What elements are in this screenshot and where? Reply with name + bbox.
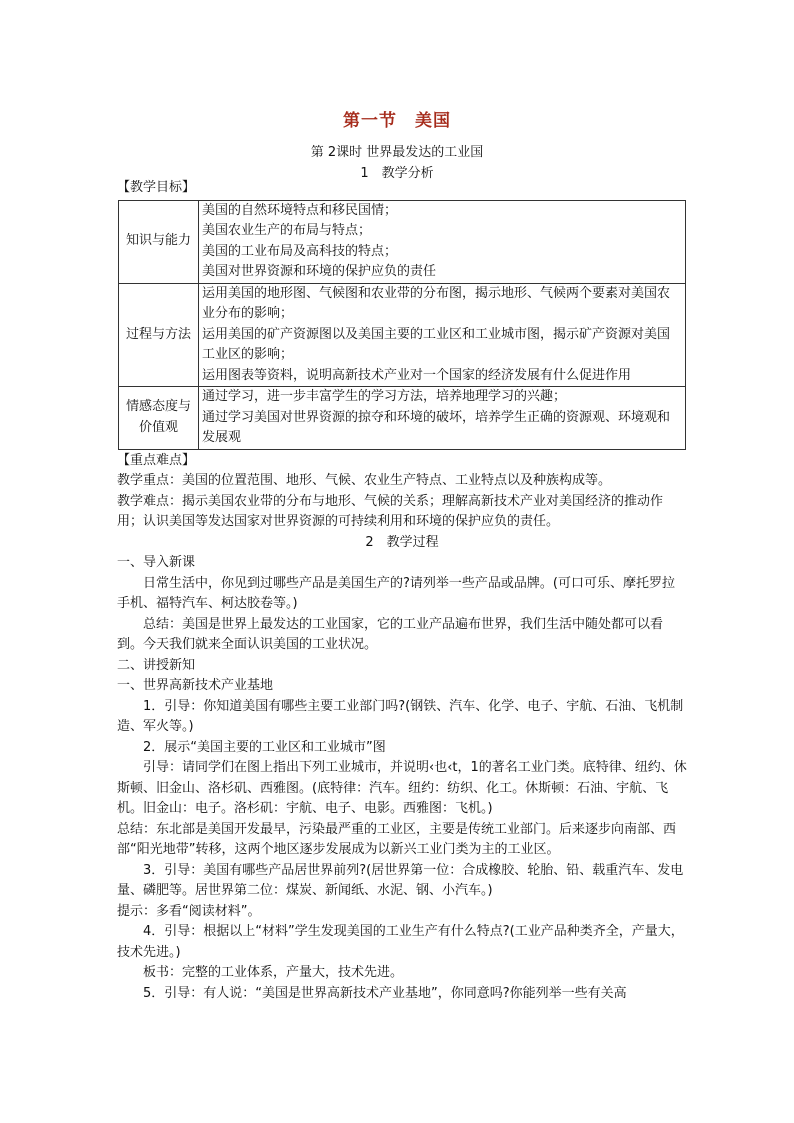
part-heading-new: 二、讲授新知 <box>117 657 196 673</box>
goals-item: 运用美国的矿产资源图以及美国主要的工业区和工业城市图，揭示矿产资源对美国工业区的影响； <box>202 326 671 362</box>
document-body <box>117 178 687 1004</box>
paragraph: 1．引导：你知道美国有哪些主要工业部门吗?(钢铁、汽车、化学、电子、宇航、石油、飞机制造、军火等。) <box>117 698 684 734</box>
key-focus: 教学重点：美国的位置范围、地形、气候、农业生产特点、工业特点以及种族构成等。 <box>117 473 612 488</box>
paragraph: 板书：完整的工业体系，产量大，技术先进。 <box>143 965 404 980</box>
part-heading-intro: 一、导入新课 <box>117 555 196 570</box>
paragraph: 引导：请同学们在图上指出下列工业城市，并说明‹也‹t，1的著名工业门类。底特律、纽约、休斯顿、旧金山、洛杉矶、西雅图。(底特律：汽车。纽约：纺织、化工。休斯顿：石油、宇航、飞机。旧金山：电子。洛杉矶：宇航、电子、电影。西雅图：飞机。) <box>117 760 687 816</box>
goals-row-label: 知识与能力 <box>119 200 199 283</box>
goals-table <box>118 200 686 450</box>
goals-item: 美国农业生产的布局与特点； <box>202 223 372 238</box>
goals-row-content <box>199 283 686 387</box>
goals-item: 美国对世界资源和环境的保护应负的责任 <box>202 264 437 279</box>
goals-item: 通过学习美国对世界资源的掠夺和环境的破坏，培养学生正确的资源观、环境观和发展观 <box>202 409 671 445</box>
goals-heading: 【教学目标】 <box>117 180 196 195</box>
paragraph: 日常生活中，你见到过哪些产品是美国生产的?请列举一些产品或品牌。(可口可乐、摩托罗拉手机、福特汽车、柯达胶卷等。) <box>117 575 675 611</box>
key-heading: 【重点难点】 <box>117 452 196 468</box>
goals-item: 通过学习，进一步丰富学生的学习方法，培养地理学习的兴趣； <box>202 389 567 404</box>
subsection-heading: 一、世界高新技术产业基地 <box>117 678 274 693</box>
goals-item: 美国的自然环境特点和移民国情； <box>202 202 398 218</box>
goals-item: 美国的工业布局及高科技的特点； <box>202 243 398 259</box>
paragraph: 4．引导：根据以上“材料”学生发现美国的工业生产有什么特点?(工业产品种类齐全，产量大，技术先进。) <box>117 924 684 960</box>
lesson-subtitle: 第 2课时 世界最发达的工业国 <box>310 145 484 160</box>
goals-row <box>119 283 686 387</box>
goals-row-content <box>199 200 686 283</box>
goals-row-content <box>199 387 686 450</box>
paragraph: 3．引导：美国有哪些产品居世界前列?(居世界第一位：合成橡胶、轮胎、铅、载重汽车、发电量、磷肥等。居世界第二位：煤炭、新闻纸、水泥、钢、小汽车。) <box>117 862 684 898</box>
paragraph: 总结：美国是世界上最发达的工业国家，它的工业产品遍布世界，我们生活中随处都可以看到。今天我们就来全面认识美国的工业状况。 <box>117 616 664 652</box>
goals-row-label: 情感态度与价值观 <box>119 387 199 450</box>
section-heading-process: 2 教学过程 <box>365 534 439 550</box>
paragraph: 5．引导：有人说：“美国是世界高新技术产业基地”，你同意吗?你能列举一些有关高 <box>143 985 627 1001</box>
paragraph: 2．展示“美国主要的工业区和工业城市”图 <box>143 739 386 755</box>
goals-row <box>119 200 686 283</box>
goals-item: 运用图表等资料，说明高新技术产业对一个国家的经济发展有什么促进作用 <box>202 367 632 383</box>
goals-row-label: 过程与方法 <box>119 283 199 387</box>
goals-row <box>119 387 686 450</box>
goals-item: 运用美国的地形图、气候图和农业带的分布图，揭示地形、气候两个要素对美国农业分布的影响； <box>202 285 671 321</box>
section-heading-analysis: 1 教学分析 <box>360 166 434 181</box>
paragraph: 提示：多看“阅读材料”。 <box>117 903 261 919</box>
key-difficulty: 教学难点：揭示美国农业带的分布与地形、气候的关系；理解高新技术产业对美国经济的推动作用；认识美国等发达国家对世界资源的可持续利用和环境的保护应负的责任。 <box>117 493 664 529</box>
lesson-title: 第一节 美国 <box>343 111 451 131</box>
paragraph: 总结：东北部是美国开发最早，污染最严重的工业区，主要是传统工业部门。后来逐步向南部、西部“阳光地带”转移，这两个地区逐步发展成为以新兴工业门类为主的工业区。 <box>117 821 677 857</box>
